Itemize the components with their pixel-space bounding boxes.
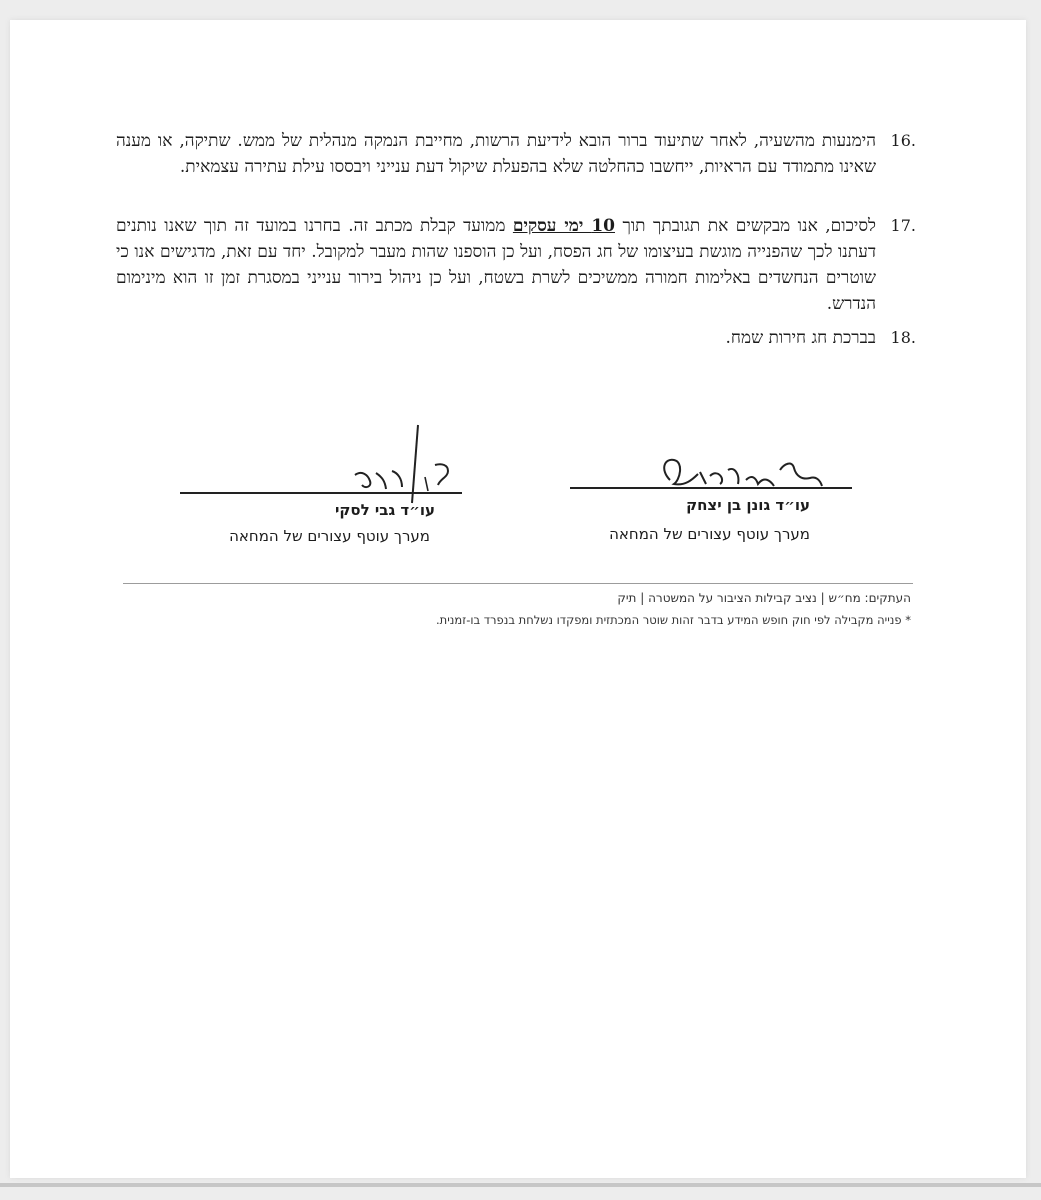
footnote: * פנייה מקבילה לפי חוק חופש המידע בדבר זהות שוטר המכתזית ומפקדו נשלחת בנפרד בו-זמנית. [436, 613, 911, 627]
paragraph-text: בברכת חג חירות שמח. [725, 328, 876, 348]
paragraph-text-after: ממועד קבלת מכתב זה. בחרנו במועד זה תוך שאנו נותנים דעתנו לכך שהפנייה מוגשת בעיצומו של חג הפסח, ועל כן הוספנו שהות מעבר למקובל. יחד עם זאת, מדגישים אנו כי שוטרים הנחשדים באלימות חמורה ממשיכים לשרת בשטח, ועל כן ניהול בירור ענייני במסגרת זמן זו הוא מינימום הנדרש. [116, 216, 876, 314]
page-bottom-edge [0, 1183, 1041, 1187]
signatory-name: עו״ד גבי לסקי [334, 501, 435, 519]
signatory-role: מערך עוטף עצורים של המחאה [229, 527, 430, 545]
signature-block-ben-yitzhak [570, 440, 855, 555]
paragraph-number: 17. [890, 216, 916, 235]
deadline-emphasis: 10 ימי עסקים [512, 216, 615, 236]
signature-block-laski [180, 415, 465, 555]
handwritten-signature [570, 440, 855, 500]
paragraph-text: הימנעות מהשעיה, לאחר שתיעוד ברור הובא לידיעת הרשות, מחייבת הנמקה מנהלית של ממש. שתיקה, או מענה שאינו מתמודד עם הראיות, ייחשבו כהחלטה שלא בהפעלת שיקול דעת ענייני ויבססו עילת עתירה עצמאית. [116, 131, 876, 177]
paragraph-number: 18. [890, 328, 916, 347]
paragraph-text [116, 213, 876, 317]
paragraph-17 [116, 213, 916, 317]
paragraph-text-before: לסיכום, אנו מבקשים את תגובתך תוך [615, 216, 876, 236]
signatory-role: מערך עוטף עצורים של המחאה [609, 525, 810, 543]
signatory-name: עו״ד גונן בן יצחק [686, 496, 810, 514]
paragraph-number: 16. [890, 131, 916, 150]
copies-line: העתקים: מח״ש | נציב קבילות הציבור על המשטרה | תיק [617, 591, 911, 605]
signature-line [570, 487, 852, 489]
paragraph-16 [116, 128, 916, 180]
signature-line [180, 492, 462, 494]
footer-divider [123, 583, 913, 584]
paragraph-18 [116, 325, 916, 351]
